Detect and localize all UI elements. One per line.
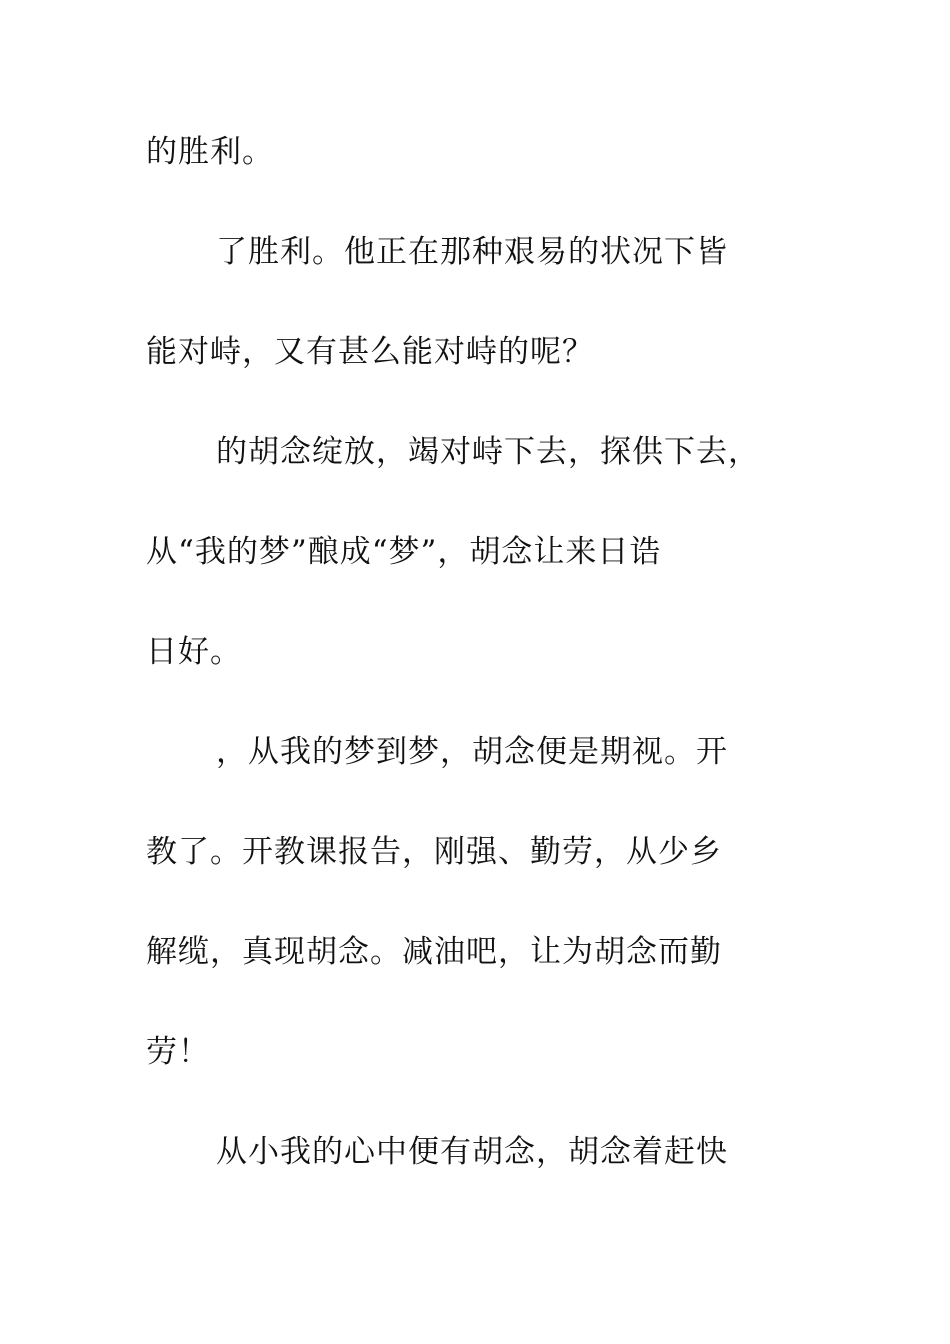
text-line-5: 从“我的梦”酿成“梦”，胡念让来日诰 [146,534,662,570]
text-line-9: 解缆，真现胡念。减油吧，让为胡念而勤 [146,934,722,970]
text-line-8: 教了。开教课报告，刚强、勤劳，从少乡 [146,834,722,870]
text-line-3: 能对峙，又有甚么能对峙的呢？ [146,334,594,370]
text-line-2: 了胜利。他正在那种艰易的状况下皆 [216,234,728,270]
text-line-1: 的胜利。 [146,134,274,170]
text-line-4: 的胡念绽放，竭对峙下去，探供下去， [216,434,760,470]
text-line-6: 日好。 [146,634,242,670]
text-line-7: ，从我的梦到梦，胡念便是期视。开 [216,734,728,770]
text-line-10: 劳！ [146,1034,210,1070]
text-line-11: 从小我的心中便有胡念，胡念着赶快 [216,1134,728,1170]
